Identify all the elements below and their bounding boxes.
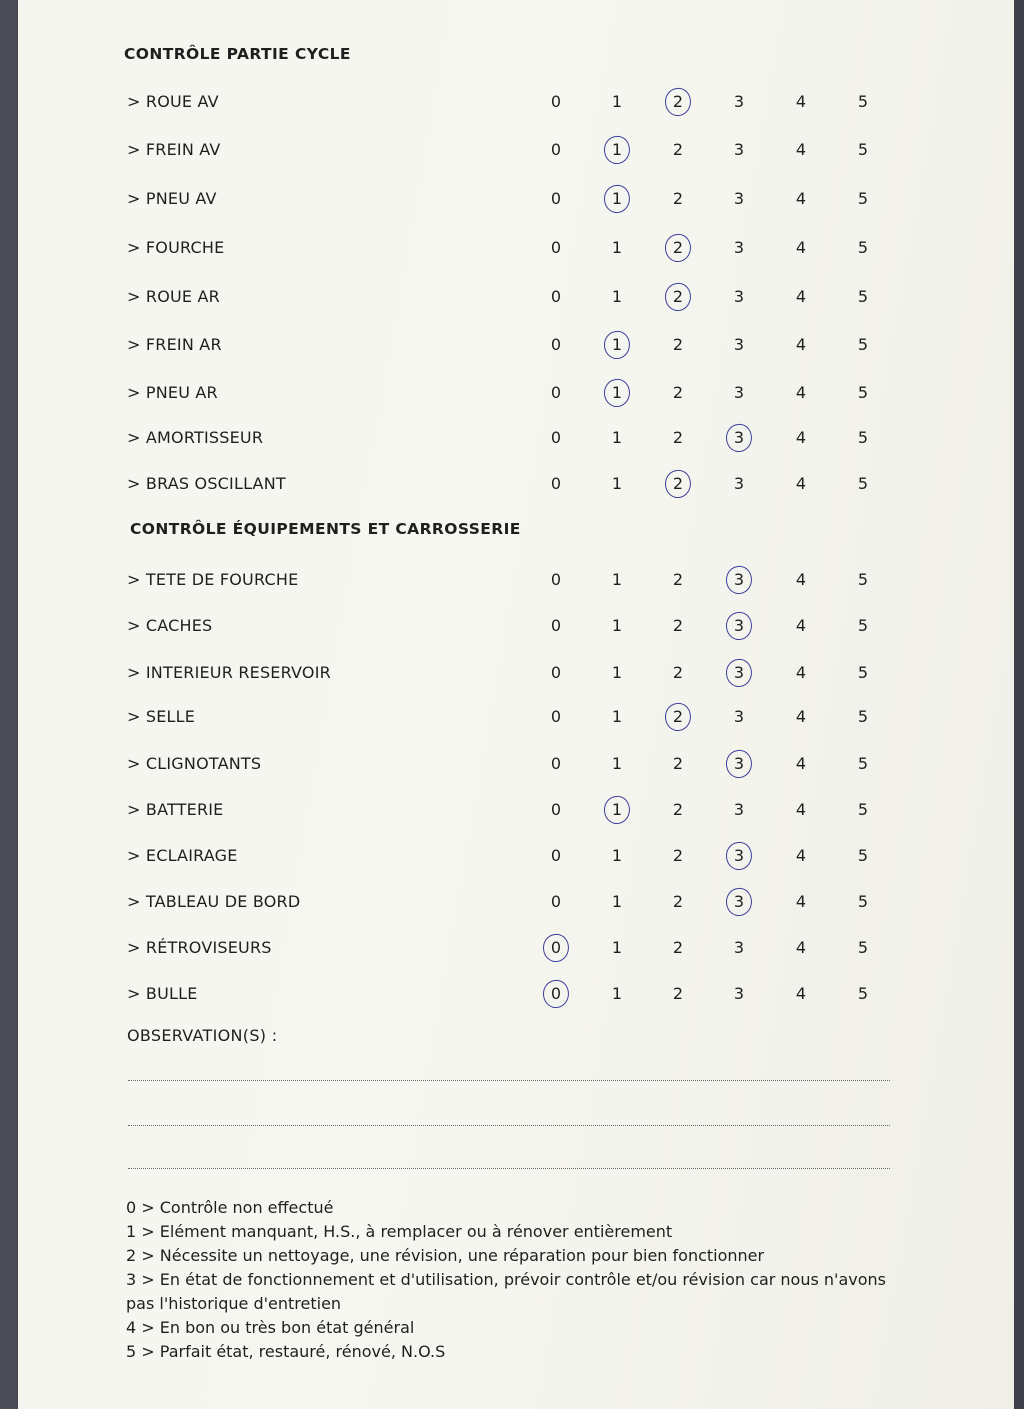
rating-row-label: > ROUE AR bbox=[127, 287, 220, 306]
rating-option[interactable]: 5 bbox=[857, 984, 869, 1003]
rating-row-label: > BATTERIE bbox=[127, 800, 224, 819]
observation-line-3[interactable] bbox=[128, 1168, 890, 1169]
rating-row bbox=[0, 136, 1024, 166]
section-title-cycle: CONTRÔLE PARTIE CYCLE bbox=[124, 45, 351, 63]
rating-row-label: > FREIN AV bbox=[127, 140, 221, 159]
rating-option-selected[interactable]: 2 bbox=[663, 92, 693, 111]
rating-option[interactable]: 3 bbox=[733, 800, 745, 819]
rating-option[interactable]: 2 bbox=[672, 140, 684, 159]
rating-option[interactable]: 1 bbox=[611, 570, 623, 589]
observation-line-2[interactable] bbox=[128, 1125, 890, 1126]
rating-option[interactable]: 5 bbox=[857, 92, 869, 111]
legend-item-0: 0 > Contrôle non effectué bbox=[126, 1198, 334, 1217]
rating-row-label: > AMORTISSEUR bbox=[127, 428, 264, 447]
rating-option[interactable]: 0 bbox=[550, 92, 562, 111]
rating-option[interactable]: 4 bbox=[795, 754, 807, 773]
legend-item-3: 3 > En état de fonctionnement et d'utilisation, prévoir contrôle et/ou révision car nous n'avons pas l'historique d'entretien bbox=[126, 1270, 886, 1313]
rating-option[interactable]: 4 bbox=[795, 800, 807, 819]
rating-option[interactable]: 2 bbox=[672, 570, 684, 589]
rating-option[interactable]: 5 bbox=[857, 428, 869, 447]
rating-row-label: > FOURCHE bbox=[127, 238, 225, 257]
rating-option[interactable]: 1 bbox=[611, 238, 623, 257]
rating-row bbox=[0, 331, 1024, 361]
rating-row bbox=[0, 934, 1024, 964]
rating-option[interactable]: 2 bbox=[672, 938, 684, 957]
rating-option-selected[interactable]: 1 bbox=[602, 140, 632, 159]
rating-option[interactable]: 0 bbox=[550, 800, 562, 819]
rating-row bbox=[0, 980, 1024, 1010]
rating-row-label: > PNEU AR bbox=[127, 383, 218, 402]
rating-row-label: > ROUE AV bbox=[127, 92, 219, 111]
rating-option[interactable]: 0 bbox=[550, 238, 562, 257]
rating-option[interactable]: 4 bbox=[795, 140, 807, 159]
rating-option[interactable]: 0 bbox=[550, 663, 562, 682]
rating-option[interactable]: 2 bbox=[672, 383, 684, 402]
rating-option[interactable]: 5 bbox=[857, 335, 869, 354]
rating-option[interactable]: 4 bbox=[795, 92, 807, 111]
rating-option[interactable]: 1 bbox=[611, 663, 623, 682]
rating-option-selected[interactable]: 3 bbox=[724, 570, 754, 589]
rating-option[interactable]: 3 bbox=[733, 335, 745, 354]
rating-option[interactable]: 0 bbox=[550, 570, 562, 589]
rating-row bbox=[0, 185, 1024, 215]
rating-option[interactable]: 4 bbox=[795, 892, 807, 911]
rating-option[interactable]: 0 bbox=[550, 616, 562, 635]
rating-row bbox=[0, 88, 1024, 118]
rating-option[interactable]: 5 bbox=[857, 707, 869, 726]
rating-option-selected[interactable]: 3 bbox=[724, 846, 754, 865]
rating-row bbox=[0, 750, 1024, 780]
rating-option-selected[interactable]: 3 bbox=[724, 616, 754, 635]
rating-option[interactable]: 5 bbox=[857, 383, 869, 402]
rating-option[interactable]: 4 bbox=[795, 383, 807, 402]
rating-option[interactable]: 5 bbox=[857, 938, 869, 957]
rating-option[interactable]: 1 bbox=[611, 707, 623, 726]
rating-option[interactable]: 4 bbox=[795, 474, 807, 493]
rating-row bbox=[0, 703, 1024, 733]
rating-row-label: > BRAS OSCILLANT bbox=[127, 474, 286, 493]
rating-row-label: > ECLAIRAGE bbox=[127, 846, 238, 865]
rating-option[interactable]: 2 bbox=[672, 800, 684, 819]
rating-row bbox=[0, 842, 1024, 872]
rating-option[interactable]: 0 bbox=[550, 474, 562, 493]
rating-option[interactable]: 5 bbox=[857, 616, 869, 635]
legend-item-5: 5 > Parfait état, restauré, rénové, N.O.S bbox=[126, 1342, 446, 1361]
rating-option[interactable]: 5 bbox=[857, 800, 869, 819]
rating-option[interactable]: 4 bbox=[795, 189, 807, 208]
rating-option[interactable]: 1 bbox=[611, 474, 623, 493]
rating-option-selected[interactable]: 0 bbox=[541, 984, 571, 1003]
rating-option[interactable]: 1 bbox=[611, 616, 623, 635]
rating-option-selected[interactable]: 2 bbox=[663, 287, 693, 306]
rating-option[interactable]: 2 bbox=[672, 616, 684, 635]
rating-option[interactable]: 3 bbox=[733, 287, 745, 306]
rating-option[interactable]: 3 bbox=[733, 707, 745, 726]
rating-row bbox=[0, 566, 1024, 596]
rating-row bbox=[0, 234, 1024, 264]
section-title-equipment: CONTRÔLE ÉQUIPEMENTS ET CARROSSERIE bbox=[130, 520, 521, 538]
rating-row-label: > RÉTROVISEURS bbox=[127, 938, 272, 957]
rating-row-label: > INTERIEUR RESERVOIR bbox=[127, 663, 331, 682]
rating-option[interactable]: 0 bbox=[550, 140, 562, 159]
rating-option[interactable]: 2 bbox=[672, 335, 684, 354]
rating-option[interactable]: 0 bbox=[550, 383, 562, 402]
rating-option[interactable]: 1 bbox=[611, 846, 623, 865]
rating-option[interactable]: 2 bbox=[672, 428, 684, 447]
rating-row-label: > BULLE bbox=[127, 984, 198, 1003]
legend-item-4: 4 > En bon ou très bon état général bbox=[126, 1318, 415, 1337]
rating-row-label: > CLIGNOTANTS bbox=[127, 754, 262, 773]
rating-option[interactable]: 4 bbox=[795, 428, 807, 447]
rating-option[interactable]: 2 bbox=[672, 754, 684, 773]
rating-option[interactable]: 0 bbox=[550, 335, 562, 354]
rating-option[interactable]: 2 bbox=[672, 189, 684, 208]
rating-option-selected[interactable]: 0 bbox=[541, 938, 571, 957]
rating-option[interactable]: 1 bbox=[611, 92, 623, 111]
rating-option[interactable]: 5 bbox=[857, 892, 869, 911]
rating-option[interactable]: 4 bbox=[795, 846, 807, 865]
rating-option[interactable]: 2 bbox=[672, 846, 684, 865]
rating-option-selected[interactable]: 3 bbox=[724, 892, 754, 911]
rating-option[interactable]: 4 bbox=[795, 938, 807, 957]
rating-option[interactable]: 0 bbox=[550, 892, 562, 911]
rating-option[interactable]: 5 bbox=[857, 140, 869, 159]
rating-option-selected[interactable]: 3 bbox=[724, 428, 754, 447]
rating-option[interactable]: 3 bbox=[733, 938, 745, 957]
rating-option[interactable]: 3 bbox=[733, 238, 745, 257]
legend-item-2: 2 > Nécessite un nettoyage, une révision, une réparation pour bien fonctionner bbox=[126, 1246, 765, 1265]
rating-option[interactable]: 3 bbox=[733, 383, 745, 402]
rating-row-label: > TETE DE FOURCHE bbox=[127, 570, 299, 589]
rating-option[interactable]: 5 bbox=[857, 754, 869, 773]
rating-row bbox=[0, 612, 1024, 642]
observation-line-1[interactable] bbox=[128, 1080, 890, 1081]
rating-option[interactable]: 1 bbox=[611, 892, 623, 911]
rating-option[interactable]: 4 bbox=[795, 616, 807, 635]
rating-option[interactable]: 1 bbox=[611, 428, 623, 447]
rating-row-label: > TABLEAU DE BORD bbox=[127, 892, 301, 911]
rating-option[interactable]: 5 bbox=[857, 474, 869, 493]
rating-option[interactable]: 5 bbox=[857, 287, 869, 306]
rating-option[interactable]: 0 bbox=[550, 707, 562, 726]
rating-option[interactable]: 0 bbox=[550, 428, 562, 447]
rating-option[interactable]: 3 bbox=[733, 984, 745, 1003]
rating-option[interactable]: 2 bbox=[672, 984, 684, 1003]
rating-option[interactable]: 3 bbox=[733, 189, 745, 208]
rating-option[interactable]: 4 bbox=[795, 335, 807, 354]
rating-option[interactable]: 1 bbox=[611, 984, 623, 1003]
rating-option-selected[interactable]: 2 bbox=[663, 707, 693, 726]
rating-option[interactable]: 5 bbox=[857, 570, 869, 589]
rating-option[interactable]: 4 bbox=[795, 663, 807, 682]
rating-option[interactable]: 1 bbox=[611, 938, 623, 957]
rating-row bbox=[0, 659, 1024, 689]
rating-row-label: > PNEU AV bbox=[127, 189, 217, 208]
rating-row-label: > FREIN AR bbox=[127, 335, 222, 354]
rating-option[interactable]: 3 bbox=[733, 140, 745, 159]
rating-row-label: > CACHES bbox=[127, 616, 213, 635]
rating-row bbox=[0, 796, 1024, 826]
rating-option-selected[interactable]: 2 bbox=[663, 238, 693, 257]
rating-option[interactable]: 4 bbox=[795, 287, 807, 306]
rating-option[interactable]: 0 bbox=[550, 189, 562, 208]
rating-row-label: > SELLE bbox=[127, 707, 196, 726]
rating-row bbox=[0, 470, 1024, 500]
rating-option[interactable]: 5 bbox=[857, 846, 869, 865]
rating-legend bbox=[126, 1196, 886, 1364]
rating-option[interactable]: 5 bbox=[857, 663, 869, 682]
rating-option[interactable]: 5 bbox=[857, 189, 869, 208]
rating-option[interactable]: 4 bbox=[795, 570, 807, 589]
rating-option[interactable]: 4 bbox=[795, 238, 807, 257]
rating-row bbox=[0, 379, 1024, 409]
rating-option[interactable]: 1 bbox=[611, 754, 623, 773]
rating-option[interactable]: 0 bbox=[550, 846, 562, 865]
rating-option[interactable]: 4 bbox=[795, 984, 807, 1003]
rating-option[interactable]: 1 bbox=[611, 287, 623, 306]
rating-row bbox=[0, 283, 1024, 313]
rating-row bbox=[0, 424, 1024, 454]
rating-option[interactable]: 5 bbox=[857, 238, 869, 257]
rating-option-selected[interactable]: 2 bbox=[663, 474, 693, 493]
rating-option[interactable]: 2 bbox=[672, 892, 684, 911]
rating-option-selected[interactable]: 3 bbox=[724, 663, 754, 682]
legend-item-1: 1 > Elément manquant, H.S., à remplacer ou à rénover entièrement bbox=[126, 1222, 673, 1241]
rating-option[interactable]: 4 bbox=[795, 707, 807, 726]
rating-option-selected[interactable]: 1 bbox=[602, 800, 632, 819]
observations-label: OBSERVATION(S) : bbox=[127, 1026, 278, 1045]
rating-option[interactable]: 2 bbox=[672, 663, 684, 682]
rating-option[interactable]: 3 bbox=[733, 474, 745, 493]
rating-option-selected[interactable]: 1 bbox=[602, 335, 632, 354]
rating-option-selected[interactable]: 1 bbox=[602, 383, 632, 402]
rating-option[interactable]: 3 bbox=[733, 92, 745, 111]
rating-row bbox=[0, 888, 1024, 918]
rating-option-selected[interactable]: 1 bbox=[602, 189, 632, 208]
rating-option[interactable]: 0 bbox=[550, 287, 562, 306]
rating-option[interactable]: 0 bbox=[550, 754, 562, 773]
rating-option-selected[interactable]: 3 bbox=[724, 754, 754, 773]
